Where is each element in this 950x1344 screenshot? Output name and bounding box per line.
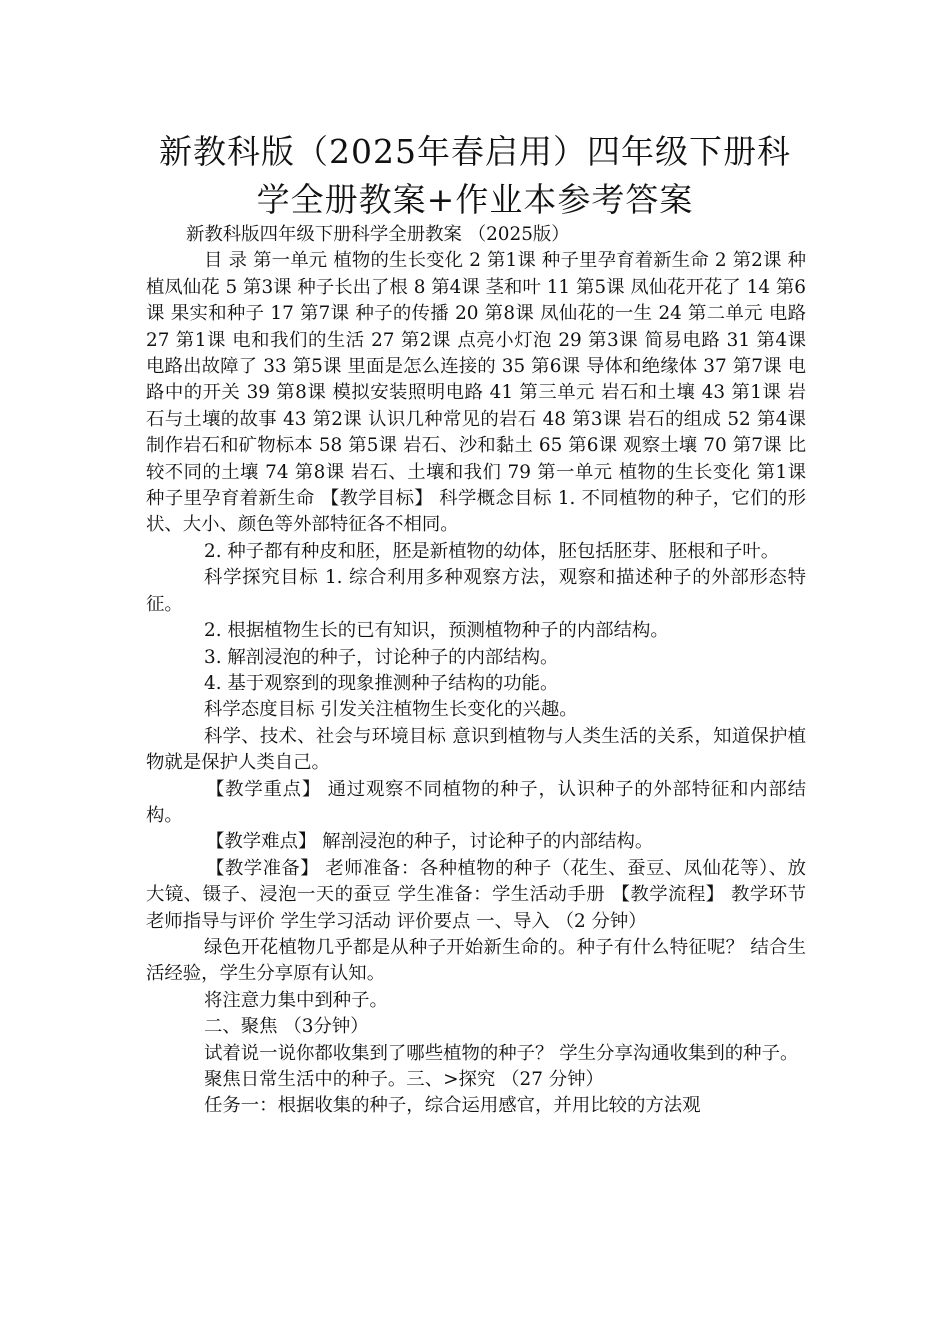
objective-paragraph: 科学探究目标 1. 综合利用多种观察方法，观察和描述种子的外部形态特征。 bbox=[146, 567, 806, 615]
focus-note-paragraph: 聚焦日常生活中的种子。三、>探究 （27 分钟） bbox=[204, 1069, 604, 1090]
objective-paragraph: 2. 根据植物生长的已有知识，预测植物种子的内部结构。 bbox=[204, 620, 669, 642]
focus-paragraph: 试着说一说你都收集到了哪些植物的种子？ 学生分享沟通收集到的种子。 bbox=[204, 1042, 799, 1064]
intro-paragraph: 绿色开花植物几乎都是从种子开始新生命的。种子有什么特征呢？ 结合生活经验，学生分享原有认知。 bbox=[146, 936, 806, 985]
preparation-paragraph: 【教学准备】 老师准备：各种植物的种子（花生、蚕豆、凤仙花等）、放大镜、镊子、浸泡一天的蚕豆 学生准备：学生活动手册 【教学流程】 教学环节 老师指导与评价 学生学习活动 评价要点 一、导入 （2 分钟） bbox=[146, 857, 806, 932]
task-paragraph: 任务一：根据收集的种子，综合运用感官，并用比较的方法观 bbox=[204, 1095, 701, 1117]
toc-and-objectives-paragraph: 目 录 第一单元 植物的生长变化 2 第1课 种子里孕育着新生命 2 第2课 种植凤仙花 5 第3课 种子长出了根 8 第4课 茎和叶 11 第5课 凤仙花开花了 14 第6课 果实和种子 17 第7课 种子的传播 20 第8课 凤仙花的一生 24 第二单元 电路 27 第1课 电和我们的生活 27 第2课 点亮小灯泡 29 第3课 简易电路 31 第4课 电路出故障了 33 第5课 里面是怎么连接的 35 第6课 导体和绝缘体 37 第7课 电路中的开关 39 第8课 模拟安装照明电路 41 第三单元 岩石和土壤 43 第1课 岩石与土壤的故事 43 第2课 认识几种常见的岩石 48 第3课 岩石的组成 52 第4课 制作岩石和矿物标本 58 第5课 岩石、沙和黏土 65 第6课 观察土壤 70 第7课 比较不同的土壤 74 第8课 岩石、土壤和我们 79 第一单元 植物的生长变化 第1课 种子里孕育着新生命 【教学目标】 科学概念目标 1. 不同植物的种子，它们的形状、大小、颜色等外部特征各不相同。 bbox=[146, 250, 806, 536]
key-point-paragraph: 【教学重点】 通过观察不同植物的种子，认识种子的外部特征和内部结构。 bbox=[146, 778, 806, 826]
document-title bbox=[120, 128, 830, 224]
section-heading-paragraph: 二、聚焦 （3分钟） bbox=[204, 1016, 369, 1038]
title-line-2: 学全册教案+作业本参考答案 bbox=[256, 180, 694, 219]
objective-paragraph: 科学、技术、社会与环境目标 意识到植物与人类生活的关系，知道保护植物就是保护人类自己。 bbox=[146, 725, 806, 774]
difficulty-paragraph: 【教学难点】 解剖浸泡的种子，讨论种子的内部结构。 bbox=[206, 831, 654, 853]
objective-paragraph: 3. 解剖浸泡的种子，讨论种子的内部结构。 bbox=[204, 646, 559, 668]
intro-note-paragraph: 将注意力集中到种子。 bbox=[204, 989, 388, 1011]
document-body bbox=[146, 222, 806, 1120]
objective-paragraph: 2. 种子都有种皮和胚，胚是新植物的幼体，胚包括胚芽、胚根和子叶。 bbox=[204, 540, 780, 562]
subtitle-paragraph: 新教科版四年级下册科学全册教案 （2025版） bbox=[186, 224, 570, 245]
objective-paragraph: 4. 基于观察到的现象推测种子结构的功能。 bbox=[204, 672, 559, 694]
objective-paragraph: 科学态度目标 引发关注植物生长变化的兴趣。 bbox=[204, 699, 578, 721]
title-line-1: 新教科版（2025年春启用）四年级下册科 bbox=[159, 132, 791, 171]
